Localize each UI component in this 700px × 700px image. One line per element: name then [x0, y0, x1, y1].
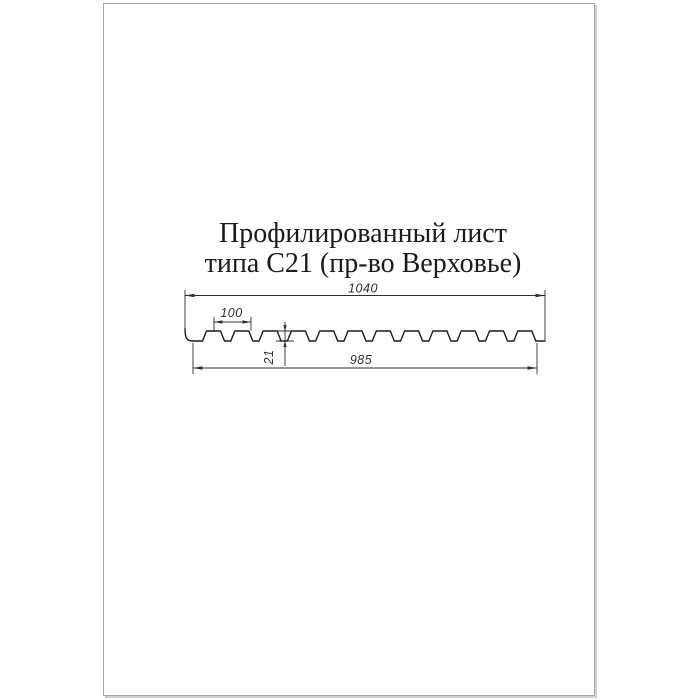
dim-arrow-right [536, 294, 546, 298]
dim-profile-height [262, 322, 294, 366]
dim-value-working-width: 985 [349, 353, 373, 367]
profile-section [185, 329, 545, 342]
page-title-line2: типа С21 (пр-во Верховье) [204, 248, 522, 279]
dim-value-rib-pitch: 100 [220, 306, 243, 320]
dim-value-profile-height: 21 [262, 349, 276, 365]
dim-working-width [193, 343, 537, 374]
dim-arrow-top [283, 325, 286, 332]
page-title-line1: Профилированный лист [219, 218, 507, 249]
page-title [205, 218, 522, 279]
dim-rib-pitch [214, 306, 251, 331]
dim-arrow-left [214, 320, 223, 323]
dim-arrow-left [185, 294, 195, 298]
dim-arrow-right [243, 320, 252, 323]
dim-arrow-left [193, 366, 203, 370]
dim-arrow-right [528, 366, 538, 370]
dim-value-overall-width: 1040 [348, 281, 378, 296]
profile-outline [185, 329, 545, 342]
